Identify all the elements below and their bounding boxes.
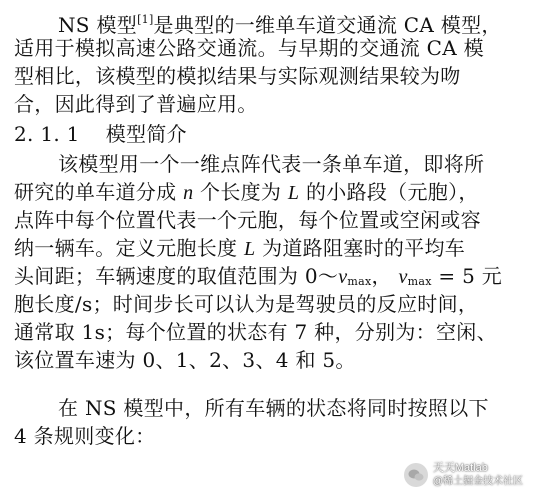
text: NS 模型 [58, 13, 138, 37]
variable-L: L [243, 238, 256, 260]
para2-line1: 该模型用一个一维点阵代表一条单车道，即将所 [58, 152, 485, 176]
variable-n: n [183, 182, 194, 204]
para2-line4 [14, 236, 519, 261]
variable-v: v [338, 266, 348, 288]
watermark-title: 天天Matlab [432, 462, 488, 474]
text: 研究的单车道分成 [14, 180, 184, 204]
section-title: 模型简介 [105, 122, 187, 146]
para2-line2 [14, 180, 519, 205]
subscript-max: max [407, 275, 432, 288]
para2-line5 [14, 264, 519, 294]
watermark-text [433, 462, 523, 488]
text: ， [371, 264, 399, 288]
subscript-max: max [347, 275, 372, 288]
para2-line8: 该位置车速为 0、1、2、3、4 和 5。 [14, 348, 356, 372]
watermark [404, 462, 523, 488]
chat-bubble-icon [408, 468, 424, 482]
wechat-logo-icon [404, 463, 428, 487]
watermark-subtitle: @稀土掘金技术社区 [432, 476, 523, 487]
para1-line3: 型相比，该模型的模拟结果与实际观测结果较为吻 [14, 64, 461, 88]
para2-line7: 通常取 1s；每个位置的状态有 7 种，分别为：空闲、 [14, 320, 497, 344]
variable-L: L [287, 182, 300, 204]
text: 头间距；车辆速度的取值范围为 0～ [14, 264, 339, 288]
section-heading [14, 122, 519, 146]
text: 是典型的一维单车道交通流 CA 模型， [153, 13, 502, 37]
text: = 5 元 [431, 264, 503, 288]
text: 纳一辆车。定义元胞长度 [14, 236, 244, 260]
para3-line2: 4 条规则变化： [14, 424, 156, 448]
para1-line2: 适用于模拟高速公路交通流。与早期的交通流 CA 模 [14, 36, 484, 60]
citation-ref: [1] [137, 13, 154, 26]
text: 为道路阻塞时的平均车 [255, 236, 466, 260]
para2-line6: 胞长度/s；时间步长可以认为是驾驶员的反应时间， [14, 292, 479, 316]
para1-line4: 合，因此得到了普遍应用。 [14, 92, 258, 116]
variable-v: v [398, 266, 408, 288]
text: 的小路段（元胞）， [299, 180, 479, 204]
para1-line1 [58, 8, 519, 37]
section-number: 2. 1. 1 [14, 122, 80, 146]
para2-line3: 点阵中每个位置代表一个元胞，每个位置或空闲或容 [14, 208, 481, 232]
para3-line1: 在 NS 模型中，所有车辆的状态将同时按照以下 [58, 396, 489, 420]
text: 个长度为 [193, 180, 288, 204]
